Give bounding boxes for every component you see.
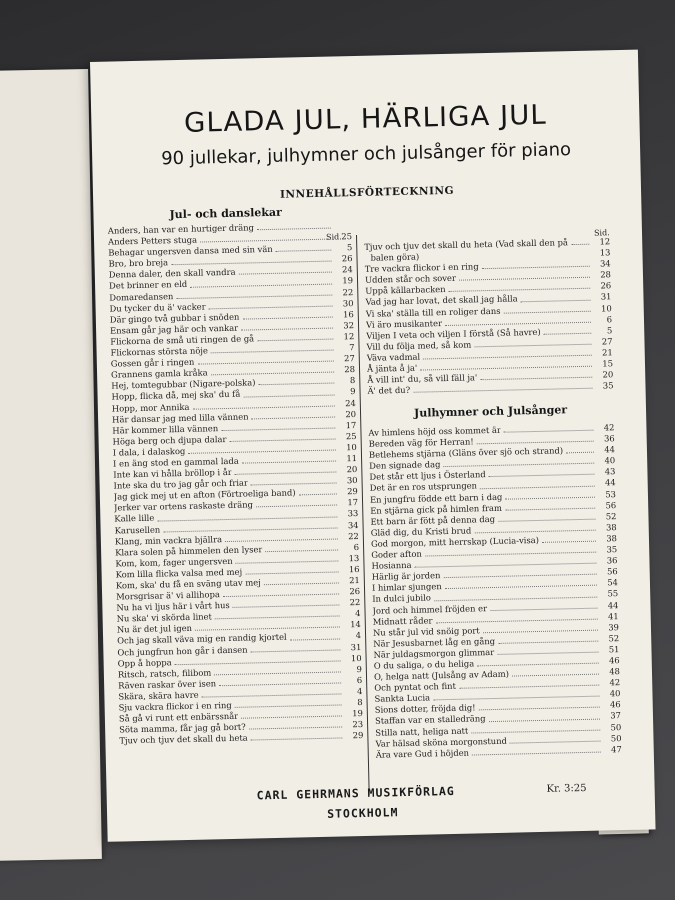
toc-entry-title: Ett barn är fött på denna dag (370, 513, 496, 527)
toc-entry-title: Nu är det jul igen (116, 623, 193, 635)
toc-entry-page: 27 (344, 353, 355, 364)
dot-leader (239, 272, 332, 275)
toc-entry-page: 16 (342, 308, 354, 320)
dot-leader (233, 605, 340, 608)
toc-entry-title: Tjuv och tjuv det skall du heta (119, 732, 248, 746)
dot-leader (459, 277, 590, 281)
dot-leader (299, 494, 337, 496)
toc-entry-title: Tre vackra flickor i en ring (364, 261, 479, 275)
sheet-music-cover-page (90, 50, 656, 842)
toc-entry-title: Jerker var ortens raskaste dräng (114, 499, 254, 513)
toc-entry-page: 44 (604, 477, 616, 488)
toc-entry-page: 23 (352, 719, 364, 730)
dot-leader (479, 707, 600, 711)
toc-entry-title: Kom lilla flicka valsa med mej (115, 566, 243, 580)
toc-entry-title: Härlig är jorden (371, 570, 441, 582)
dot-leader (225, 538, 338, 542)
toc-entry-page: 50 (610, 721, 622, 732)
toc-entry-page: 44 (604, 444, 616, 455)
toc-entry-title: Och jungfrun hon går i dansen (117, 644, 248, 658)
dot-leader (474, 344, 591, 348)
dot-leader (251, 483, 337, 486)
toc-entry-title: Hopp, mor Annika (111, 401, 190, 414)
dot-leader (256, 505, 337, 508)
toc-entry-page: 26 (600, 280, 612, 291)
left-page-col-label: Sid. (325, 232, 342, 242)
toc-entry-page: 56 (606, 566, 618, 577)
toc-entry-page: 34 (599, 258, 611, 269)
toc-entry-page: 22 (348, 530, 359, 541)
right-page-col-label: Sid. (593, 228, 610, 238)
dot-leader (542, 541, 596, 543)
toc-entry-page: 14 (350, 619, 361, 630)
toc-entry-page: 24 (341, 264, 353, 275)
toc-entry-title: Bro, bro breja (108, 257, 169, 269)
toc-entry-page: 33 (347, 508, 359, 519)
toc-entry-page: 21 (601, 347, 613, 358)
dot-leader (474, 530, 595, 534)
toc-entry-page: 48 (609, 666, 621, 677)
toc-entry-title: Och pyntat och fint (374, 681, 456, 693)
toc-entry-page: 22 (342, 286, 354, 297)
toc-entry-page: 26 (341, 253, 353, 264)
dot-leader (221, 427, 335, 431)
toc-entry-page: 19 (342, 275, 354, 286)
dot-leader (480, 377, 592, 381)
dot-leader (489, 718, 600, 722)
toc-entry-page: 12 (343, 331, 355, 342)
toc-entry-page: 10 (346, 441, 357, 453)
toc-entry-page: 43 (604, 466, 616, 477)
toc-entry-page: 56 (605, 499, 617, 511)
toc-entry-title: Anders, han var en hurtiger dräng (107, 222, 255, 236)
toc-entry-page: 34 (347, 519, 359, 530)
toc-entry-page: 37 (610, 710, 622, 721)
book-title: GLADA JUL, HÄRLIGA JUL (183, 99, 548, 139)
dot-leader (498, 640, 598, 643)
toc-entry-title: O, helga natt (Julsång av Adam) (373, 668, 510, 682)
toc-entry-page: 54 (607, 577, 619, 588)
dot-leader (497, 652, 598, 655)
toc-entry-title: O du saliga, o du heliga (373, 658, 475, 671)
toc-entry-page: 13 (348, 552, 360, 564)
toc-entry-page: 40 (604, 455, 616, 466)
toc-entry-title: Så gå vi runt ett enbärssnår (118, 710, 239, 724)
toc-entry-page: 30 (342, 297, 354, 308)
toc-entry-title: Här kommer lilla vännen (112, 422, 219, 436)
toc-entry-title: balen göra) (370, 251, 420, 263)
toc-entry-title: Här dansar jag med lilla vännen (111, 411, 249, 425)
toc-entry-page: 36 (603, 433, 615, 444)
toc-entry-title: Gossen går i ringen (110, 356, 195, 369)
toc-entry-title: Du tycker du ä' vacker (109, 301, 206, 314)
toc-entry-page: 31 (600, 291, 612, 302)
toc-entry-page: 9 (350, 386, 356, 397)
toc-entry-page: 16 (348, 563, 360, 575)
toc-entry-title: Stilla natt, heliga natt (375, 725, 469, 738)
toc-entry-page: 35 (606, 544, 618, 555)
dot-leader (219, 682, 341, 686)
publisher-city: STOCKHOLM (326, 805, 399, 821)
toc-entry-title: Hopp, flicka då, mej ska' du få (111, 389, 241, 403)
toc-entry-title: Skära, skära havre (118, 689, 199, 702)
dot-leader (505, 496, 595, 499)
dot-leader (257, 228, 331, 231)
dot-leader (215, 616, 340, 620)
toc-entry-page: 52 (605, 510, 617, 522)
toc-entry-page: 52 (608, 632, 620, 644)
toc-entry-title: Nu ska' vi skörda linet (116, 611, 213, 624)
toc-entry-page: 25 (341, 231, 353, 242)
toc-entry-title: Ritsch, ratsch, filibom (117, 667, 212, 680)
toc-entry-page: 22 (349, 597, 361, 608)
toc-entry-title: Vi ska' ställa till en roliger dans (365, 305, 501, 319)
dot-leader (480, 485, 595, 489)
hymn-toc-list (368, 422, 621, 760)
toc-entry-page: 28 (600, 269, 612, 280)
toc-entry-title: Höga berg och djupa dalar (112, 433, 227, 447)
dot-leader (214, 671, 341, 675)
toc-entry-title: En jungfru födde ett barn i dag (369, 491, 503, 505)
toc-entry-title: Flickorna de små uti ringen de gå (110, 333, 255, 347)
toc-entry-title: In dulci jubilo (372, 592, 431, 605)
toc-entry-title: Flickornas största nöje (110, 345, 209, 358)
dot-leader (251, 738, 343, 741)
toc-entry-page: 13 (599, 247, 611, 258)
toc-entry-title: Anders Petters stuga (107, 234, 198, 247)
dot-leader (483, 629, 598, 633)
toc-entry-title: Det är en ros utsprungen (369, 480, 478, 494)
dot-leader (236, 560, 339, 563)
toc-entry-title: Inte ska du tro jag går och friar (113, 477, 249, 491)
toc-entry-title: Vad jag har lovat, det skall jag hålla (365, 293, 518, 308)
dot-leader (242, 316, 332, 319)
toc-entry-page: 4 (355, 608, 361, 619)
dot-leader (235, 705, 342, 708)
toc-entry-title: Å vill int' du, så vill fäll ja' (367, 372, 478, 385)
dot-leader (510, 740, 601, 743)
toc-entry-title: Det står ett ljus i Österland (369, 469, 486, 483)
dot-leader (264, 583, 339, 586)
toc-entry-page: 32 (343, 319, 355, 331)
toc-entry-page: 44 (607, 599, 619, 610)
toc-entry-title: Staffan var en stalledräng (374, 713, 486, 727)
toc-entry-title: Domaredansen (109, 290, 174, 303)
toc-entry-page: 17 (347, 497, 359, 508)
toc-entry-page: 10 (600, 302, 612, 314)
toc-entry-title: Betlehems stjärna (Gläns över sjö och strand) (368, 445, 564, 460)
dot-leader (258, 383, 334, 386)
toc-entry-page: 5 (346, 242, 353, 253)
toc-entry-page: 30 (346, 475, 358, 486)
toc-entry-page: 55 (607, 588, 619, 599)
price-label: Kr. 3:25 (546, 782, 587, 795)
toc-entry-title: Av himlens höjd oss kommet är (368, 424, 502, 438)
toc-entry-title: Nu ha vi ljus här i vårt hus (116, 600, 230, 613)
dot-leader (571, 244, 589, 245)
toc-entry-page: 46 (608, 655, 620, 666)
dot-leader (544, 333, 592, 335)
toc-entry-page: 25 (345, 430, 357, 442)
toc-heading: INNEHÅLLSFÖRTECKNING (279, 184, 455, 201)
left-section-heading: Jul- och danslekar (169, 205, 282, 222)
toc-entry-page: 38 (606, 533, 618, 544)
toc-entry-title: I dala, i dalaskog (112, 445, 186, 458)
toc-entry-page: 7 (349, 342, 355, 353)
toc-entry-title: En stjärna gick på himlen fram (370, 502, 503, 516)
dot-leader (504, 310, 591, 313)
toc-entry-page: 36 (606, 555, 618, 566)
dot-leader (251, 649, 341, 652)
dot-leader (471, 729, 600, 733)
toc-entry-page: 20 (345, 408, 357, 419)
dot-leader (242, 461, 336, 464)
toc-entry-page: 11 (346, 453, 358, 464)
dot-leader (504, 430, 594, 433)
toc-entry-page: 5 (606, 324, 613, 336)
toc-entry-page: 17 (345, 419, 357, 430)
toc-entry-title: Tjuv och tjuv det skall du heta (Vad skall den på (364, 237, 569, 252)
right-toc-list (364, 236, 613, 397)
toc-entry-page: 29 (352, 730, 364, 741)
toc-entry-title: Ära vare Gud i höjden (375, 747, 470, 760)
dot-leader (477, 441, 594, 445)
toc-entry-title: Morsgrisar ä' vi allihopa (116, 589, 221, 602)
toc-entry-page: 15 (602, 358, 614, 369)
toc-entry-title: Vill du följa med, så kom (366, 339, 472, 352)
dot-leader (489, 474, 595, 477)
dot-leader (265, 549, 338, 552)
toc-entry-page: 24 (345, 397, 356, 408)
dot-leader (230, 438, 336, 441)
toc-entry-page: 20 (602, 369, 614, 380)
toc-entry-page: 31 (350, 641, 362, 652)
toc-entry-title: Opp å hoppa (117, 656, 172, 669)
toc-entry-title: Uppå källarbacken (365, 284, 446, 297)
toc-entry-page: 46 (609, 699, 621, 710)
toc-entry-title: God morgon, mitt herrskap (Lucia-visa) (370, 534, 540, 549)
toc-entry-title: Kom, ska' du få en sväng utav mej (115, 577, 261, 591)
toc-entry-page: 20 (346, 464, 358, 475)
toc-entry-page: 27 (601, 336, 613, 347)
dot-leader (241, 716, 342, 719)
toc-entry-title: När juldagsmorgon glimmar (373, 646, 495, 660)
toc-entry-title: Kom, kom, fager ungersven (115, 555, 233, 569)
toc-entry-title: Där gingo två gubbar i snöden (109, 311, 240, 325)
toc-entry-title: I en äng stod en gammal lada (113, 455, 239, 469)
toc-entry-page: 6 (353, 541, 360, 552)
toc-entry-title: Bereden väg för Herran! (368, 436, 474, 449)
toc-entry-page: 47 (610, 743, 622, 755)
toc-entry-title: Kalle lille (114, 513, 155, 525)
dot-leader (512, 674, 599, 677)
dot-leader (477, 663, 599, 667)
dot-leader (490, 607, 597, 610)
toc-entry-page: 40 (609, 688, 621, 699)
dot-leader (252, 416, 336, 419)
dot-leader (482, 266, 590, 269)
toc-entry-title: Jord och himmel fröjden er (372, 602, 488, 616)
toc-entry-title: Behagar ungersven dansa med sin vän (108, 244, 273, 258)
toc-entry-page: 38 (605, 522, 617, 533)
toc-entry-title: När Jesusbarnet låg en gång (373, 635, 496, 649)
toc-entry-page: 29 (347, 486, 358, 497)
left-page-edge (0, 69, 102, 861)
toc-entry-title: Gläd dig, du Kristi brud (370, 525, 472, 538)
toc-entry-page: 8 (349, 375, 356, 386)
toc-entry-title: Söta mamma, får jag gå bort? (119, 721, 246, 735)
toc-entry-title: Väva vadmal (366, 351, 421, 363)
toc-entry-page: 9 (356, 663, 362, 674)
toc-entry-title: Midnatt råder (372, 614, 433, 627)
toc-entry-title: Vi äro musikanter (365, 317, 443, 330)
toc-entry-page: 6 (606, 313, 613, 325)
toc-entry-page: 26 (349, 586, 361, 597)
toc-entry-page: 50 (610, 732, 622, 743)
dot-leader (211, 350, 334, 354)
toc-entry-page: 21 (349, 575, 360, 586)
dot-leader (505, 507, 595, 510)
book-subtitle: 90 jullekar, julhymner och julsånger för piano (160, 139, 572, 170)
toc-entry-page: 4 (355, 630, 362, 641)
dot-leader (566, 452, 594, 454)
toc-entry-page: 8 (357, 697, 363, 708)
toc-entry-title: Jag gick mej ut en afton (Förtroeliga band) (113, 487, 296, 502)
toc-entry-title: Klang, min vackra bjällra (114, 533, 223, 547)
dot-leader (209, 305, 333, 309)
publisher-name: CARL GEHRMANS MUSIKFÖRLAG (256, 783, 455, 803)
toc-entry-page: 10 (350, 652, 362, 663)
dot-leader (249, 727, 342, 730)
dot-leader (472, 751, 601, 755)
toc-entry-page: 42 (609, 677, 621, 688)
dot-leader (241, 327, 333, 330)
toc-entry-page: 12 (599, 236, 611, 247)
toc-entry-title: Den signade dag (369, 459, 441, 472)
toc-entry-title: Sju vackra flickor i en ring (118, 699, 232, 713)
toc-entry-title: Klara solen på himmelen den lyser (115, 543, 263, 558)
toc-entry-title: Viljen I veta och viljen I förstå (Så havre) (366, 326, 541, 341)
dot-leader (257, 339, 333, 342)
toc-entry-title: Ä' det du? (367, 385, 411, 397)
toc-entry-title: Sankta Lucia (374, 692, 431, 704)
dot-leader (211, 372, 334, 376)
toc-entry-title: Hej, tomtegubbar (Nigare-polska) (111, 377, 256, 391)
toc-entry-title: Hosianna (371, 559, 412, 571)
toc-entry-page: 19 (352, 708, 363, 719)
left-toc-list (108, 220, 364, 747)
dot-leader (413, 388, 592, 393)
toc-entry-page: 51 (608, 644, 620, 655)
dot-leader (498, 518, 595, 521)
toc-entry-title: Och jag skall väva mig en randig kjortel (117, 632, 287, 647)
toc-entry-page: 53 (605, 488, 617, 499)
toc-entry-title: Grannens gamla kråka (110, 367, 208, 380)
toc-entry-title: Nu står jul vid snöig port (372, 624, 480, 638)
dot-leader (276, 250, 332, 252)
toc-entry-page: 6 (356, 674, 363, 685)
toc-entry-title: I himlar sjungen (371, 581, 442, 594)
toc-entry-title: Karusellen (114, 524, 161, 536)
toc-entry-title: Goder afton (371, 548, 422, 560)
toc-entry-title: Var hälsad sköna morgonstund (375, 735, 508, 749)
dot-leader (235, 472, 337, 475)
toc-entry-title: Inte kan vi hålla bröllop i år (113, 466, 232, 480)
toc-entry-title: Räven raskar över isen (118, 678, 217, 691)
toc-entry-page: 35 (602, 380, 614, 391)
toc-entry-title: Det brinner en eld (108, 279, 188, 292)
hymn-section-heading: Julhymner och Julsånger (413, 403, 568, 420)
toc-entry-page: 4 (356, 685, 363, 697)
dot-leader (245, 571, 338, 574)
toc-entry-title: Å jänta å ja' (366, 362, 418, 374)
toc-entry-title: Denna daler, den skall vandra (108, 267, 236, 281)
toc-entry-page: 39 (608, 621, 620, 633)
toc-entry-page: 41 (607, 610, 619, 621)
dot-leader (521, 299, 591, 302)
dot-leader (223, 594, 339, 598)
toc-entry-page: 42 (603, 422, 615, 433)
toc-entry-title: Ensam går jag här och vankar (109, 322, 239, 336)
dot-leader (290, 638, 340, 640)
toc-entry-title: Sions dotter, fröjda dig! (374, 702, 476, 716)
dot-leader (243, 394, 334, 397)
toc-entry-title: Udden står och sover (364, 273, 457, 286)
toc-entry-page: 28 (344, 364, 356, 375)
dot-leader (200, 239, 331, 243)
